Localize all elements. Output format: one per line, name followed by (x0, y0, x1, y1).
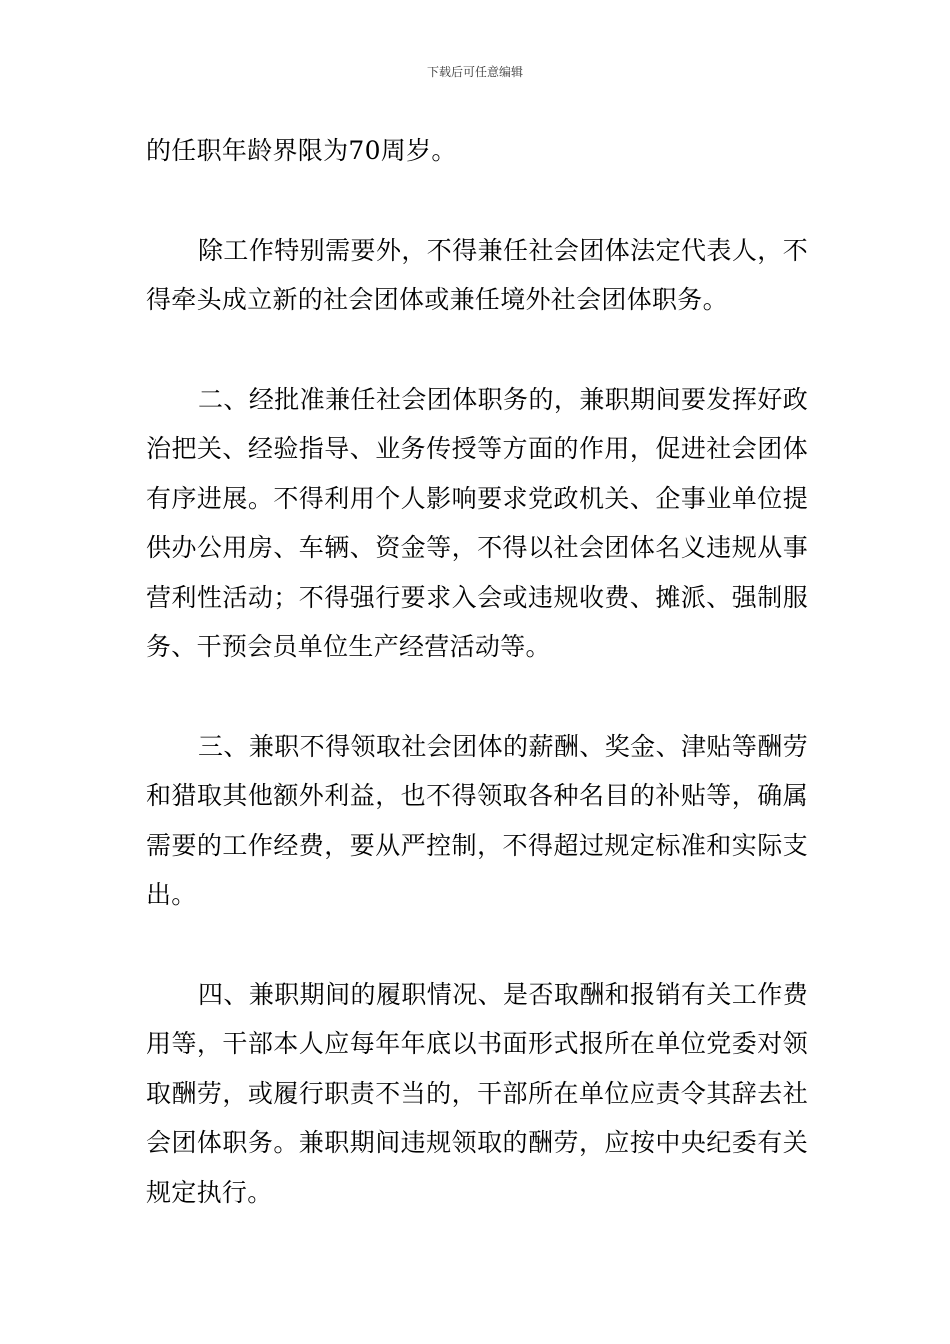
paragraph-section-four: 四、兼职期间的履职情况、是否取酬和报销有关工作费用等，干部本人应每年年底以书面形式报所在单位党委对领取酬劳，或履行职责不当的，干部所在单位应责令其辞去社会团体职务。兼职期间违规领取的酬劳，应按中央纪委有关规定执行。 (146, 979, 808, 1207)
document-body (146, 126, 808, 1217)
paragraph-section-two: 二、经批准兼任社会团体职务的，兼职期间要发挥好政治把关、经验指导、业务传授等方面的作用，促进社会团体有序进展。不得利用个人影响要求党政机关、企事业单位提供办公用房、车辆、资金等，不得以社会团体名义违规从事营利性活动；不得强行要求入会或违规收费、摊派、强制服务、干预会员单位生产经营活动等。 (146, 384, 808, 661)
paragraph-gap (146, 672, 808, 722)
paragraph-gap (146, 325, 808, 375)
paragraph-section-three: 三、兼职不得领取社会团体的薪酬、奖金、津贴等酬劳和猎取其他额外利益，也不得领取各种名目的补贴等，确属需要的工作经费，要从严控制，不得超过规定标准和实际支出。 (146, 731, 808, 909)
paragraph-gap (146, 176, 808, 226)
paragraph-continuation: 的任职年龄界限为70周岁。 (146, 136, 457, 165)
paragraph-no-concurrent-legal-rep: 除工作特别需要外，不得兼任社会团体法定代表人，不得牵头成立新的社会团体或兼任境外社会团体职务。 (146, 235, 808, 314)
paragraph-gap (146, 920, 808, 970)
page-header: 下载后可任意编辑 (426, 65, 523, 79)
